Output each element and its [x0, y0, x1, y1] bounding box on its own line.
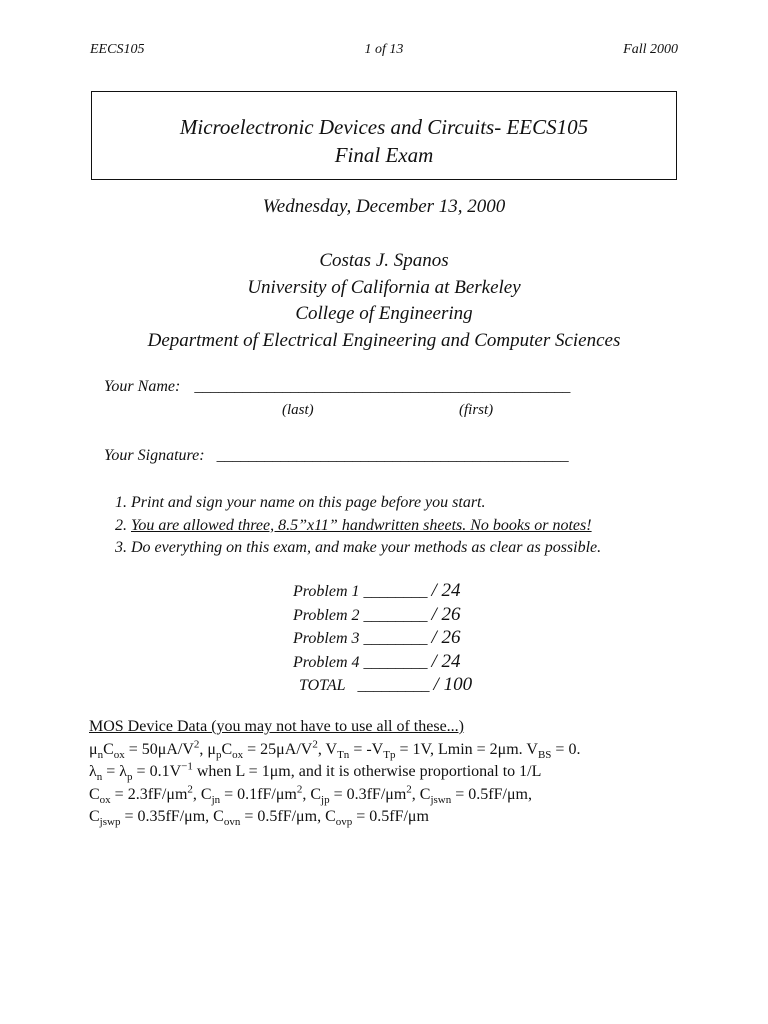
score-table [293, 580, 472, 698]
name-hint-first: (first) [459, 402, 494, 418]
exam-date: Wednesday, December 13, 2000 [262, 196, 506, 217]
instruction-item: 1. Print and sign your name on this page before you start. [115, 494, 486, 511]
score-blank[interactable]: ________ [363, 653, 428, 671]
score-blank[interactable]: _________ [357, 677, 430, 694]
score-row: Problem 1 ________ / 24 [293, 580, 461, 601]
exam-title: Final Exam [334, 143, 434, 167]
name-label: Your Name: [104, 378, 181, 395]
mos-device-data [89, 716, 580, 829]
instruction-item: 2. You are allowed three, 8.5”x11” handwritten sheets. No books or notes! [115, 516, 592, 534]
department-name: Department of Electrical Engineering and Computer Sciences [147, 329, 621, 351]
header-term: Fall 2000 [623, 42, 678, 57]
university-name: University of California at Berkeley [247, 276, 521, 298]
page-header [90, 42, 678, 62]
college-name: College of Engineering [295, 303, 473, 324]
signature-field [104, 447, 569, 465]
score-row-total: TOTAL _________ / 100 [299, 674, 473, 695]
instructor-name: Costas J. Spanos [319, 250, 449, 271]
header-page-number: 1 of 13 [364, 42, 404, 57]
mos-heading: MOS Device Data (you may not have to use all of these...) [89, 718, 465, 735]
name-field [104, 378, 570, 396]
instructions-list [115, 492, 601, 560]
name-hint-last: (last) [282, 402, 314, 418]
signature-label: Your Signature: [104, 447, 205, 464]
course-title: Microelectronic Devices and Circuits- EECS105 [179, 115, 589, 139]
score-row: Problem 3 ________ / 26 [293, 627, 461, 648]
title-box [91, 91, 677, 180]
score-row: Problem 4 ________ / 24 [293, 650, 461, 672]
mos-line-3: $C_{ox} = 2.3fF/\mu m^2$, $C_{jn} = 0.1fF/\mu m^2$, $C_{jp} = 0.3fF/\mu m^2$, $C_{jswn} = 0.5fF/\mu m$, [89, 783, 532, 806]
score-row: Problem 2 ________ / 26 [293, 603, 461, 625]
mos-line-2: $\lambda_n = \lambda_p = 0.1V^{-1}$ when L = 1μm, and it is otherwise proportional to 1/L [89, 760, 542, 784]
mos-line-1: $\mu_nC_{ox} = 50\mu A/V^2$, $\mu_pC_{ox} = 25\mu A/V^2$, $V_{Tn} = -V_{Tp} = 1V$, Lmin = 2μm. $V_{BS} = 0$. [89, 738, 581, 761]
score-blank[interactable]: ________ [363, 630, 428, 647]
header-course: EECS105 [90, 42, 145, 57]
signature-blank[interactable]: ____________________________________________ [216, 447, 569, 464]
name-blank[interactable]: _______________________________________________ [194, 378, 571, 395]
score-blank[interactable]: ________ [363, 583, 428, 600]
mos-line-4: $C_{jswp} = 0.35fF/\mu m$, $C_{ovn} = 0.5fF/\mu m$, $C_{ovp} = 0.5fF/\mu m$ [89, 808, 429, 829]
author-block [0, 248, 768, 354]
score-blank[interactable]: ________ [363, 606, 428, 624]
instruction-item: 3. Do everything on this exam, and make your methods as clear as possible. [115, 539, 602, 556]
